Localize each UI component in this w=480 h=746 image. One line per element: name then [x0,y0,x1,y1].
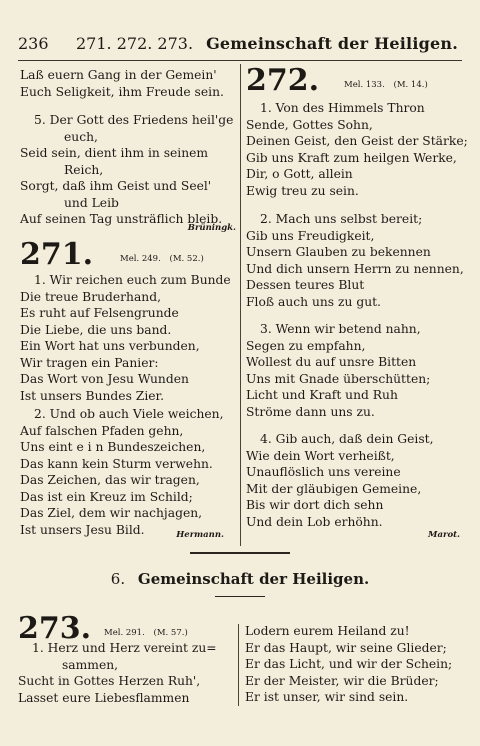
melody-number: Mel. 133. [344,80,385,90]
verse-line: Reich, [64,162,104,177]
page-number: 236 [18,34,49,53]
melody-number: Mel. 249. [120,254,161,264]
section-number: 6. [110,570,126,588]
verse-line: Das kann kein Sturm verwehn. [20,456,213,471]
verse-line: Gib uns Freudigkeit, [246,228,375,243]
hymn-272-verse-4 [246,431,433,530]
verse-line: Das ist ein Kreuz im Schild; [20,489,193,504]
verse-line: Auf falschen Pfaden gehn, [20,423,184,438]
verse-line: Wir tragen ein Panier: [20,355,159,370]
verse-line: Und dich unsern Herrn zu nennen, [246,261,464,276]
verse-line: Laß euern Gang in der Gemein' [20,68,217,82]
verse-line: sammen, [62,657,119,672]
verse-line: Sende, Gottes Sohn, [246,117,373,132]
verse-line: Auf seinen Tag unsträflich bleib. [20,212,223,226]
verse-line: Sucht in Gottes Herzen Ruh', [18,674,201,688]
hymn-273-verse-1-left [18,640,217,706]
verse-line: 2. Und ob auch Viele weichen, [34,407,224,421]
hymn-272-verse-3 [246,321,430,420]
melody-ref: (M. 57.) [153,628,188,638]
hymn-number: 271. [20,237,94,272]
verse-line: 2. Mach uns selbst bereit; [260,212,423,226]
verse-line: und Leib [64,195,119,210]
section-divider [190,552,290,554]
melody-ref: (M. 14.) [393,80,428,90]
author-credit: Hermann. [176,530,224,540]
verse-line: Das Ziel, dem wir nachjagen, [20,506,203,520]
verse-line: 3. Wenn wir betend nahn, [260,322,421,336]
verse-line: Er ist unser, wir sind sein. [245,690,409,704]
verse-line: Floß auch uns zu gut. [246,294,381,309]
verse-line: Ist unsers Jesu Bild. [20,522,145,537]
verse-line: 1. Herz und Herz vereint zu= [32,641,217,655]
verse-line: Lodern eurem Heiland zu! [245,624,410,638]
verse-line: Das Wort von Jesu Wunden [20,372,189,386]
prev-hymn-ending [20,67,224,100]
verse-line: euch, [64,129,98,144]
verse-line: Gib uns Kraft zum heilgen Werke, [246,150,457,165]
verse-line: Er das Licht, und wir der Schein; [245,657,453,671]
hymn-271-verse-1 [20,272,231,404]
hymn-271-verse-2 [20,406,224,538]
verse-line: Es ruht auf Felsengrunde [20,306,179,320]
section-underline [215,596,265,597]
verse-line: Und dein Lob erhöhn. [246,514,383,529]
hymn-272-verse-2 [246,211,464,310]
verse-line: Deinen Geist, den Geist der Stärke; [246,134,468,148]
verse-line: 1. Wir reichen euch zum Bunde [34,273,231,287]
verse-line: 4. Gib auch, daß dein Geist, [260,432,434,446]
section-heading [0,569,480,589]
verse-line: Dir, o Gott, allein [246,167,353,181]
verse-line: 1. Von des Himmels Thron [260,101,425,115]
verse-line: Segen zu empfahn, [246,338,366,353]
verse-line: Ströme dann uns zu. [246,404,375,419]
verse-line: Die Liebe, die uns band. [20,322,172,337]
verse-line: Mit der gläubigen Gemeine, [246,481,422,496]
verse-line: Licht und Kraft und Ruh [246,388,398,402]
section-title: Gemeinschaft der Heiligen. [137,570,370,588]
verse-line: Seid sein, dient ihm in seinem [20,146,209,160]
hymn-273-verse-1-right [245,623,452,706]
verse-line: Er das Haupt, wir seine Glieder; [245,640,447,655]
verse-line: Unauflöslich uns vereine [246,465,401,479]
verse-line: Dessen teures Blut [246,278,365,292]
verse-line: Wollest du auf unsre Bitten [246,355,417,369]
header-title: Gemeinschaft der Heiligen. [206,34,458,53]
verse-line: Die treue Bruderhand, [20,289,161,304]
header-hymn-numbers: 271. 272. 273. [76,34,194,53]
column-divider [240,64,241,546]
verse-line: Lasset eure Liebesflammen [18,690,190,705]
verse-line: Uns mit Gnade überschütten; [246,371,431,386]
melody-reference [104,628,188,638]
melody-reference [344,80,428,90]
prev-hymn-verse5 [20,112,233,228]
author-credit: Marot. [428,530,460,540]
melody-ref: (M. 52.) [169,254,204,264]
verse-line: Er der Meister, wir die Brüder; [245,673,439,688]
verse-line: Das Zeichen, das wir tragen, [20,473,200,487]
hymn-272-verse-1 [246,100,468,199]
running-header [18,32,462,56]
hymn-number: 273. [18,611,92,646]
header-rule [18,60,462,61]
verse-line: Ein Wort hat uns verbunden, [20,339,200,353]
verse-line: Bis wir dort dich sehn [246,498,384,512]
verse-line: Uns eint e i n Bundeszeichen, [20,440,206,454]
verse-line: 5. Der Gott des Friedens heil'ge [34,113,234,127]
verse-line: Unsern Glauben zu bekennen [246,245,431,259]
verse-line: Ewig treu zu sein. [246,183,359,198]
verse-line: Ist unsers Bundes Zier. [20,388,164,403]
verse-line: Sorgt, daß ihm Geist und Seel' [20,179,212,193]
melody-reference [120,254,204,264]
verse-line: Euch Seligkeit, ihm Freude sein. [20,84,224,99]
verse-line: Wie dein Wort verheißt, [246,448,395,463]
hymn-number: 272. [246,63,320,98]
column-divider-bottom [238,624,239,706]
melody-number: Mel. 291. [104,628,145,638]
author-credit: Brüningk. [187,223,236,233]
